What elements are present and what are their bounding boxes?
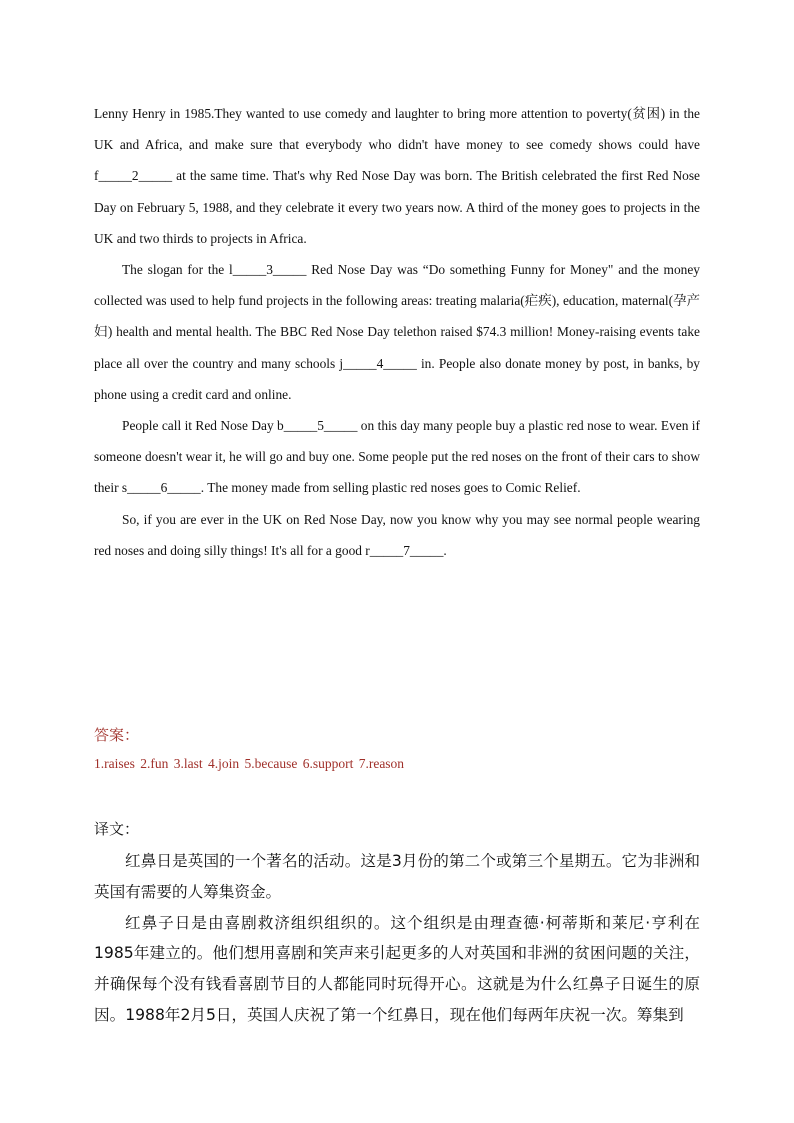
translation-paragraph-1: 红鼻日是英国的一个著名的活动。这是3月份的第二个或第三个星期五。它为非洲和英国有需要的人筹集资金。 — [94, 852, 700, 901]
passage-paragraph-2: The slogan for the l_____3_____ Red Nose Day was “Do something Funny for Money" and the money collected was used to help fund projects in the following areas: treating malaria(疟疾), education, maternal(孕产妇) health and mental health. The BBC Red Nose Day telethon raised $74.3 million! Money-raising events take place all over the country and many schools j_____4_____ in. People also donate money by post, in banks, by phone using a credit card and online. — [94, 262, 700, 402]
answers-heading: 答案： — [94, 726, 140, 744]
english-passage — [94, 98, 700, 566]
passage-paragraph-3: People call it Red Nose Day b_____5_____ on this day many people buy a plastic red nose to wear. Even if someone doesn't wear it, he will go and buy one. Some people put the red noses on the front of their cars to show their s_____6_____. The money made from selling plastic red noses goes to Comic Relief. — [94, 418, 700, 496]
passage-paragraph-1: Lenny Henry in 1985.They wanted to use comedy and laughter to bring more attention to poverty(贫困) in the UK and Africa, and make sure that everybody who didn't have money to see comedy shows could have f_____2_____ at the same time. That's why Red Nose Day was born. The British celebrated the first Red Nose Day on February 5, 1988, and they celebrate it every two years now. A third of the money goes to projects in the UK and two thirds to projects in Africa. — [94, 106, 700, 246]
answers-text: 1.raises 2.fun 3.last 4.join 5.because 6.support 7.reason — [94, 756, 405, 771]
translation-passage — [94, 846, 700, 1031]
translation-heading: 译文： — [94, 820, 140, 838]
passage-paragraph-4: So, if you are ever in the UK on Red Nose Day, now you know why you may see normal people wearing red noses and doing silly things! It's all for a good r_____7_____. — [94, 511, 700, 558]
translation-paragraph-2: 红鼻子日是由喜剧救济组织组织的。这个组织是由理查德·柯蒂斯和莱尼·亨利在1985年建立的。他们想用喜剧和笑声来引起更多的人对英国和非洲的贫困问题的关注，并确保每个没有钱看喜剧节目的人都能同时玩得开心。这就是为什么红鼻子日诞生的原因。1988年2月5日，英国人庆祝了第一个红鼻日，现在他们每两年庆祝一次。筹集到 — [94, 913, 700, 1024]
